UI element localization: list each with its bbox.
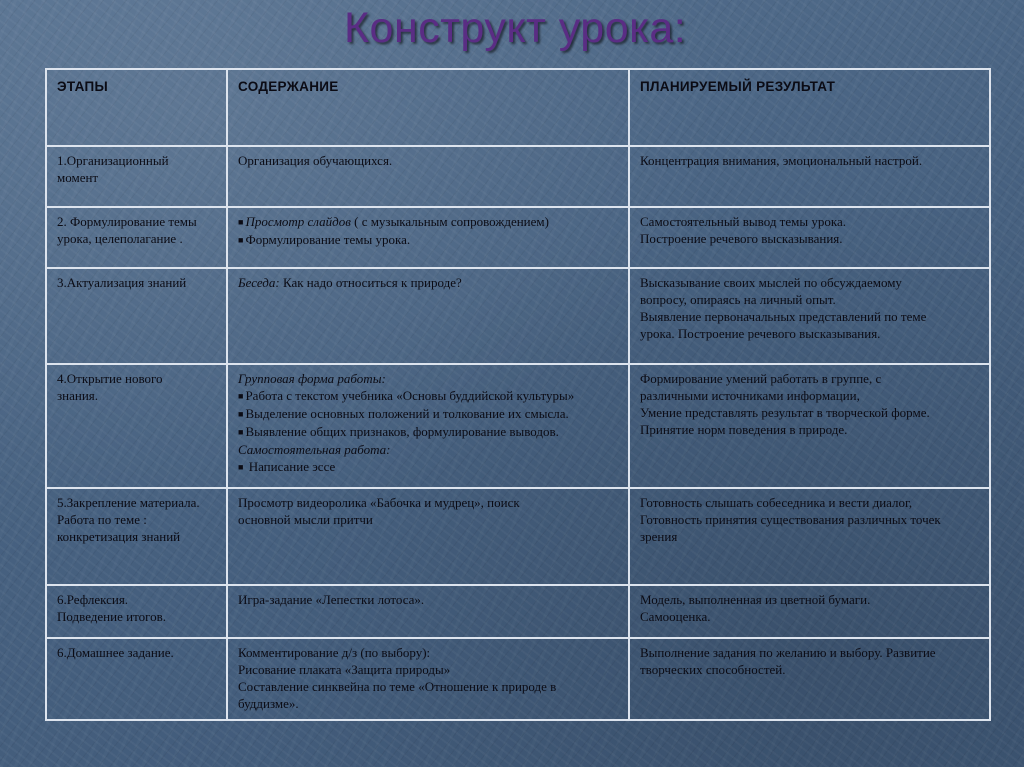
bullet-icon: ■ (238, 391, 244, 401)
content-line (238, 152, 618, 169)
content-line (238, 695, 618, 712)
content-bullet-item (238, 387, 618, 405)
stage-cell (46, 585, 227, 638)
stage-cell (46, 488, 227, 585)
result-text: Высказывание своих мыслей по обсуждаемому (640, 275, 902, 290)
table-row (46, 268, 990, 364)
result-cell (629, 638, 990, 720)
content-text: Выявление общих признаков, формулирование выводов. (245, 424, 559, 439)
content-text: Рисование плаката «Защита природы» (238, 662, 451, 677)
content-line (238, 644, 618, 661)
header-content: СОДЕРЖАНИЕ (227, 69, 629, 146)
content-cell (227, 268, 629, 364)
content-text: основной мысли притчи (238, 512, 373, 527)
result-text: урока. Построение речевого высказывания. (640, 326, 881, 341)
result-text: Выявление первоначальных представлений по теме (640, 309, 927, 324)
bullet-icon: ■ (238, 235, 244, 245)
stage-text: Подведение итогов. (57, 609, 166, 624)
stage-cell (46, 364, 227, 488)
slide-title: Конструкт урока: (344, 4, 687, 52)
table-row (46, 638, 990, 720)
stage-cell (46, 207, 227, 268)
content-bullet-item (238, 458, 618, 476)
result-text: Построение речевого высказывания. (640, 231, 843, 246)
result-cell (629, 585, 990, 638)
table-body (46, 146, 990, 720)
stage-text: урока, целеполагание . (57, 231, 183, 246)
content-text: Просмотр видеоролика «Бабочка и мудрец», поиск (238, 495, 520, 510)
header-stages: ЭТАПЫ (46, 69, 227, 146)
content-bullet-item (238, 213, 618, 231)
content-cell (227, 585, 629, 638)
bullet-icon: ■ (238, 217, 244, 227)
result-text: Готовность слышать собеседника и вести диалог, (640, 495, 913, 510)
result-text: зрения (640, 529, 678, 544)
content-line (238, 591, 618, 608)
table-row (46, 146, 990, 207)
stage-text: 4.Открытие нового (57, 371, 163, 386)
stage-text: конкретизация знаний (57, 529, 181, 544)
content-emphasis: Просмотр слайдов (245, 214, 351, 229)
content-text: Как надо относиться к природе? (279, 275, 462, 290)
content-text: Комментирование д/з (по выбору): (238, 645, 431, 660)
content-text: Работа с текстом учебника «Основы буддийской культуры» (245, 388, 575, 403)
result-text: Формирование умений работать в группе, с (640, 371, 882, 386)
result-cell (629, 268, 990, 364)
result-text: вопросу, опираясь на личный опыт. (640, 292, 836, 307)
content-line (238, 661, 618, 678)
content-line (238, 370, 618, 387)
table-row (46, 364, 990, 488)
stage-text: 1.Организационный (57, 153, 169, 168)
content-line (238, 274, 618, 291)
stage-text: Работа по теме : (57, 512, 147, 527)
content-bullet-item (238, 423, 618, 441)
result-cell (629, 207, 990, 268)
stage-text: знания. (57, 388, 99, 403)
result-text: Самостоятельный вывод темы урока. (640, 214, 846, 229)
content-text: Групповая форма работы: (238, 371, 386, 386)
result-text: Самооценка. (640, 609, 711, 624)
content-text: ( с музыкальным сопровождением) (350, 214, 549, 229)
result-cell (629, 488, 990, 585)
stage-cell (46, 146, 227, 207)
table-row (46, 488, 990, 585)
content-line (238, 494, 618, 511)
result-text: Модель, выполненная из цветной бумаги. (640, 592, 871, 607)
result-cell (629, 146, 990, 207)
bullet-icon: ■ (238, 409, 244, 419)
table-row (46, 207, 990, 268)
content-line (238, 441, 618, 458)
content-line (238, 678, 618, 695)
result-text: творческих способностей. (640, 662, 786, 677)
content-emphasis: Беседа: (238, 275, 280, 290)
content-cell (227, 364, 629, 488)
result-text: Принятие норм поведения в природе. (640, 422, 848, 437)
bullet-icon: ■ (238, 462, 244, 472)
content-text: Игра-задание «Лепестки лотоса». (238, 592, 425, 607)
content-line (238, 511, 618, 528)
bullet-icon: ■ (238, 427, 244, 437)
stage-cell (46, 268, 227, 364)
content-text: Составление синквейна по теме «Отношение к природе в (238, 679, 557, 694)
content-text: Самостоятельная работа: (238, 442, 391, 457)
content-text: Выделение основных положений и толкование их смысла. (245, 406, 569, 421)
content-cell (227, 488, 629, 585)
result-text: различными источниками информации, (640, 388, 860, 403)
content-text: Написание эссе (245, 459, 336, 474)
lesson-construct-table (45, 68, 991, 721)
content-cell (227, 207, 629, 268)
content-text: Формулирование темы урока. (245, 232, 411, 247)
result-text: Умение представлять результат в творческой форме. (640, 405, 930, 420)
content-text: Организация обучающихся. (238, 153, 393, 168)
table-header-row (46, 69, 990, 146)
content-cell (227, 638, 629, 720)
stage-text: 6.Рефлексия. (57, 592, 129, 607)
content-bullet-item (238, 405, 618, 423)
result-text: Готовность принятия существования различных точек (640, 512, 941, 527)
header-planned-result: ПЛАНИРУЕМЫЙ РЕЗУЛЬТАТ (629, 69, 990, 146)
stage-text: момент (57, 170, 99, 185)
stage-text: 6.Домашнее задание. (57, 645, 174, 660)
stage-text: 3.Актуализация знаний (57, 275, 187, 290)
content-cell (227, 146, 629, 207)
content-bullet-item (238, 231, 618, 249)
result-cell (629, 364, 990, 488)
result-text: Выполнение задания по желанию и выбору. Развитие (640, 645, 936, 660)
stage-text: 2. Формулирование темы (57, 214, 197, 229)
stage-text: 5.Закрепление материала. (57, 495, 200, 510)
result-text: Концентрация внимания, эмоциональный настрой. (640, 153, 923, 168)
stage-cell (46, 638, 227, 720)
table-row (46, 585, 990, 638)
content-text: буддизме». (238, 696, 299, 711)
